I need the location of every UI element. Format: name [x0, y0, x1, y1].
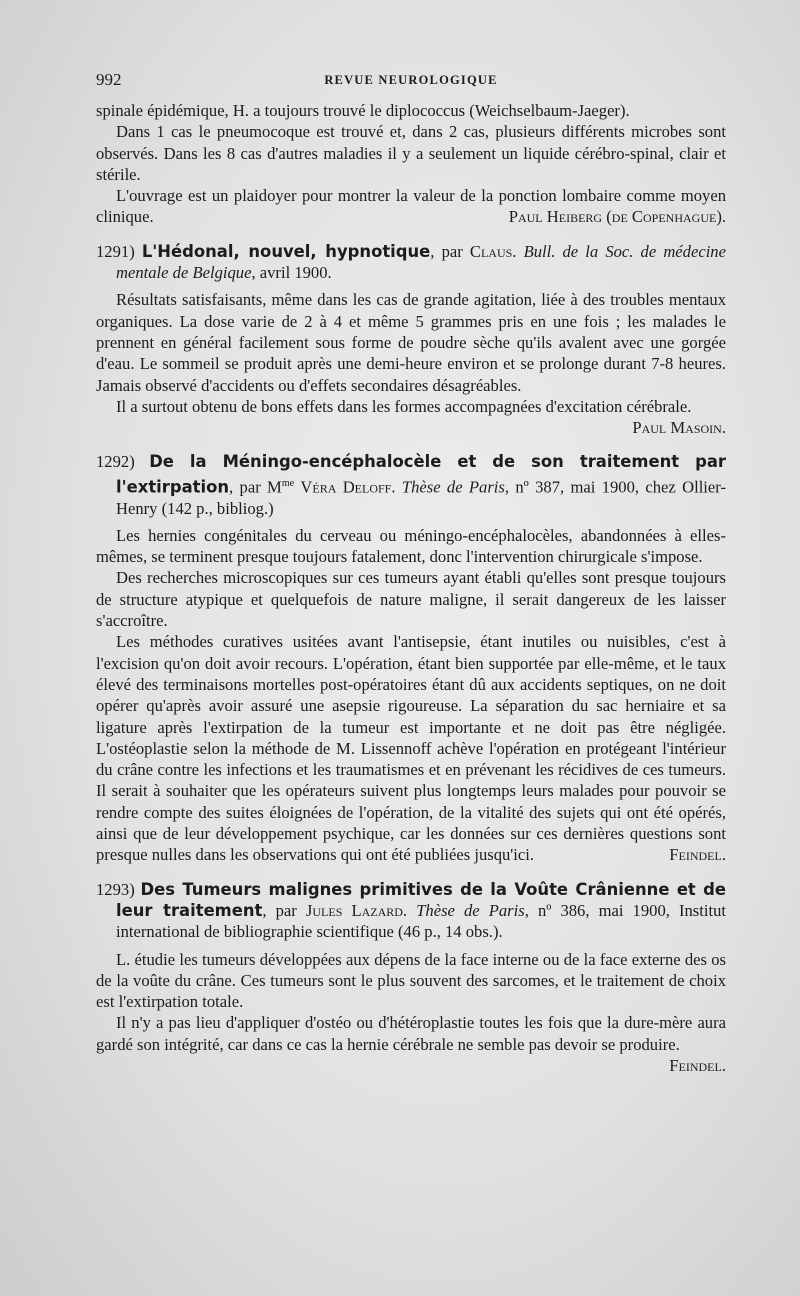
entry-heading	[96, 241, 726, 284]
entry-source: Thèse de Paris	[416, 900, 525, 920]
intro-text: L'ouvrage est un plaidoyer pour montrer la valeur de la ponction lombaire comme moyen clinique.	[96, 186, 726, 227]
entry-heading	[96, 451, 726, 518]
entry-heading	[96, 879, 726, 943]
entry-source-details: , nº 386, mai 1900, Institut international de bibliographie scientifique (46 p., 14 obs.).	[116, 900, 726, 942]
entry-by: , par	[430, 241, 463, 261]
entry-author: Jules Lazard.	[305, 900, 408, 920]
entry-paragraph	[96, 631, 726, 865]
signature: Paul Heiberg (de Copenhague).	[508, 207, 726, 227]
page-content	[96, 100, 726, 1076]
running-title: REVUE NEUROLOGIQUE	[324, 73, 498, 87]
entry-title: L'Hédonal, nouvel, hypnotique	[141, 241, 431, 261]
entry-by: , par	[262, 900, 297, 920]
entry-title: Des Tumeurs malignes primitives de la Voûte Crânienne et de leur traitement	[116, 879, 726, 920]
entry-paragraph: Des recherches microscopiques sur ces tumeurs ayant établi qu'elles sont presque toujours de structure atypique et quelquefois de nature maligne, il serait dangereux de les laisser s'accroître.	[96, 568, 726, 631]
page-number: 992	[96, 70, 122, 89]
entry-honorific: me	[281, 477, 295, 489]
signature: Feindel.	[669, 1056, 726, 1075]
review-entry	[96, 241, 726, 439]
entry-number: 1291)	[96, 241, 135, 261]
entry-source: Thèse de Paris	[401, 477, 505, 497]
entry-paragraph: Résultats satisfaisants, même dans les cas de grande agitation, liée à des troubles mentaux organiques. La dose varie de 2 à 4 et même 5 grammes pris en une fois ; les malades le prennent en général facilement sous forme de poudre sèche qu'ils avalent avec une gorgée d'eau. Le sommeil se produit après une demi-heure environ et se prolonge durant 7-8 heures. Jamais observé d'accidents ou d'effets secondaires désagréables.	[96, 290, 726, 395]
review-entry	[96, 451, 726, 865]
intro-paragraph: Dans 1 cas le pneumocoque est trouvé et, dans 2 cas, plusieurs différents microbes sont observés. Dans les 8 cas d'autres maladies il y a seulement un liquide cérébro-spinal, clair et stérile.	[96, 122, 726, 184]
intro-paragraph: spinale épidémique, H. a toujours trouvé le diplococcus (Weichselbaum-Jaeger).	[96, 101, 630, 120]
entry-text: Les méthodes curatives usitées avant l'antisepsie, étant inutiles ou nuisibles, c'est à l'excision qu'on doit avoir recours. L'opération, étant bien supportée par elle-même, et le taux élevé des terminaisons mortelles post-opératoires étant dû aux accidents septiques, on ne doit opérer qu'après avoir assuré une asepsie rigoureuse. La séparation du sac herniaire et sa ligature après l'extirpation de la tumeur est importante et ne doit pas être négligée. L'ostéoplastie selon la méthode de M. Lissennoff achève l'opération en protégeant l'intérieur du crâne contre les infections et les traumatismes et en prévenant les récidives de ces tumeurs. Il serait à souhaiter que les opérateurs suivent plus longtemps leurs malades pour pouvoir se rendre compte des suites éloignées de l'opération, de la vitalité des sujets qui ont été opérés, ainsi que de leur développement psychique, car les données sur ces dernières questions sont presque nulles dans les observations qui ont été publiées jusqu'ici.	[96, 632, 726, 865]
entry-number: 1293)	[96, 879, 135, 899]
entry-paragraph: Les hernies congénitales du cerveau ou méningo-encéphalocèles, abandonnées à elles-mêmes, se terminent presque toujours fatalement, donc l'intervention chirurgicale s'impose.	[96, 525, 726, 567]
entry-text: Il a surtout obtenu de bons effets dans les formes accompagnées d'excitation cérébrale.	[116, 396, 692, 416]
page-header	[96, 70, 726, 94]
entry-author: Claus.	[469, 241, 517, 261]
review-entry	[96, 879, 726, 1077]
entry-author: Véra Deloff.	[300, 477, 396, 497]
entry-text: Il n'y a pas lieu d'appliquer d'ostéo ou d'hétéroplastie toutes les fois que la dure-mère aura gardé son intégrité, car dans ce cas la hernie cérébrale ne semble pas devoir se produire.	[96, 1013, 726, 1054]
entry-paragraph: L. étudie les tumeurs développées aux dépens de la face interne ou de la face externe des os de la voûte du crâne. Ces tumeurs sont le plus souvent des sarcomes, et le traitement de choix est l'extirpation totale.	[96, 949, 726, 1012]
entry-source-details: , nº 387, mai 1900, chez Ollier-Henry (142 p., bibliog.)	[116, 477, 726, 518]
entry-source: Bull. de la Soc. de médecine mentale de Belgique	[116, 241, 726, 283]
entry-paragraph	[96, 1012, 726, 1075]
intro-paragraph	[96, 185, 726, 228]
signature: Feindel.	[669, 845, 726, 865]
entry-title: De la Méningo-encéphalocèle et de son traitement par l'extirpation	[116, 452, 726, 497]
signature: Paul Masoin.	[632, 418, 726, 438]
entry-number: 1292)	[96, 452, 135, 472]
entry-paragraph	[96, 396, 726, 438]
entry-source-details: , avril 1900.	[251, 263, 332, 283]
entry-by: , par M	[229, 477, 282, 497]
